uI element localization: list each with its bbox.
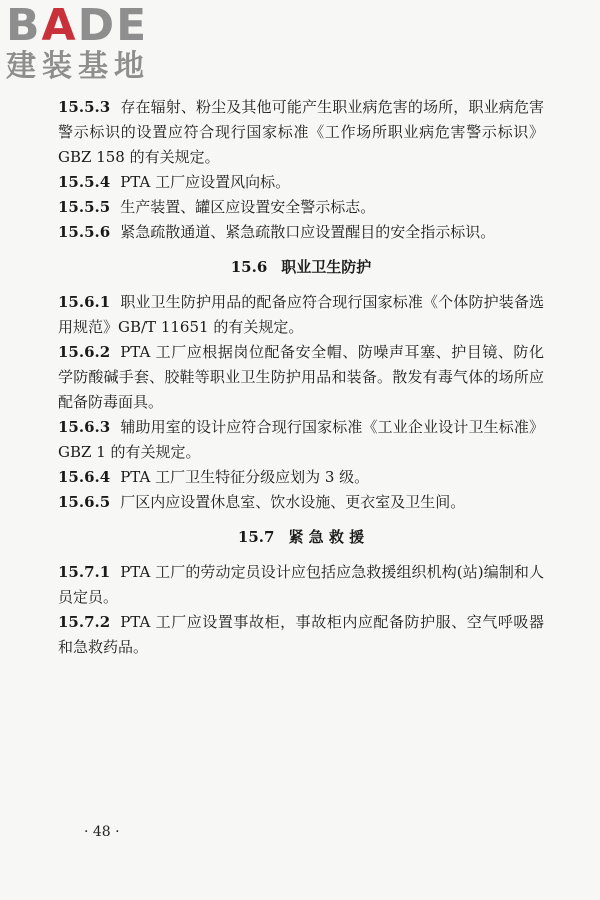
logo-letters-de: DE bbox=[77, 0, 149, 51]
clause-number: 15.7.2 bbox=[58, 613, 111, 631]
logo-letter-a: A bbox=[41, 0, 78, 51]
clause-number: 15.6.5 bbox=[58, 493, 111, 511]
clause-15-5-6 bbox=[58, 220, 544, 245]
clause-number: 15.5.3 bbox=[58, 98, 111, 116]
section-title: 紧 急 救 援 bbox=[288, 528, 365, 546]
clause-number: 15.7.1 bbox=[58, 563, 111, 581]
logo-chinese-text: 建装基地 bbox=[6, 49, 150, 84]
clause-15-5-4 bbox=[58, 170, 544, 195]
clause-number: 15.5.5 bbox=[58, 198, 111, 216]
clause-text: PTA 工厂应设置事故柜，事故柜内应配备防护服、空气呼吸器和急救药品。 bbox=[58, 613, 544, 656]
clause-number: 15.6.3 bbox=[58, 418, 111, 436]
section-title: 职业卫生防护 bbox=[281, 258, 372, 276]
clause-number: 15.5.4 bbox=[58, 173, 111, 191]
logo-letter-b: B bbox=[6, 0, 42, 51]
clause-15-6-4 bbox=[58, 465, 544, 490]
section-number: 15.6 bbox=[230, 258, 268, 276]
document-body bbox=[58, 95, 544, 660]
clause-15-5-5 bbox=[58, 195, 544, 220]
clause-text: PTA 工厂应设置风向标。 bbox=[120, 173, 291, 191]
clause-15-5-3 bbox=[58, 95, 544, 170]
clause-15-7-1 bbox=[58, 560, 544, 610]
clause-15-6-5 bbox=[58, 490, 544, 515]
clause-number: 15.6.2 bbox=[58, 343, 111, 361]
clause-text: PTA 工厂的劳动定员设计应包括应急救援组织机构(站)编制和人员定员。 bbox=[58, 563, 544, 606]
clause-15-6-3 bbox=[58, 415, 544, 465]
section-heading-15-7 bbox=[58, 525, 544, 550]
clause-text: 存在辐射、粉尘及其他可能产生职业病危害的场所，职业病危害警示标识的设置应符合现行国家标准《工作场所职业病危害警示标识》GBZ 158 的有关规定。 bbox=[58, 98, 544, 166]
clause-15-7-2 bbox=[58, 610, 544, 660]
clause-text: 生产装置、罐区应设置安全警示标志。 bbox=[120, 198, 376, 216]
clause-15-6-1 bbox=[58, 290, 544, 340]
page-number: · 48 · bbox=[84, 824, 120, 840]
clause-text: 厂区内应设置休息室、饮水设施、更衣室及卫生间。 bbox=[120, 493, 466, 511]
clause-number: 15.6.1 bbox=[58, 293, 111, 311]
clause-text: 职业卫生防护用品的配备应符合现行国家标准《个体防护装备选用规范》GB/T 11651 的有关规定。 bbox=[58, 293, 544, 336]
section-heading-15-6 bbox=[58, 255, 544, 280]
logo-wordmark bbox=[6, 0, 176, 51]
bade-logo bbox=[6, 0, 176, 84]
clause-number: 15.5.6 bbox=[58, 223, 111, 241]
clause-text: 紧急疏散通道、紧急疏散口应设置醒目的安全指示标识。 bbox=[120, 223, 496, 241]
clause-text: 辅助用室的设计应符合现行国家标准《工业企业设计卫生标准》GBZ 1 的有关规定。 bbox=[58, 418, 544, 461]
clause-text: PTA 工厂应根据岗位配备安全帽、防噪声耳塞、护目镜、防化学防酸碱手套、胶鞋等职业卫生防护用品和装备。散发有毒气体的场所应配备防毒面具。 bbox=[58, 343, 544, 411]
clause-number: 15.6.4 bbox=[58, 468, 111, 486]
clause-15-6-2 bbox=[58, 340, 544, 415]
section-number: 15.7 bbox=[237, 528, 275, 546]
clause-text: PTA 工厂卫生特征分级应划为 3 级。 bbox=[120, 468, 370, 486]
